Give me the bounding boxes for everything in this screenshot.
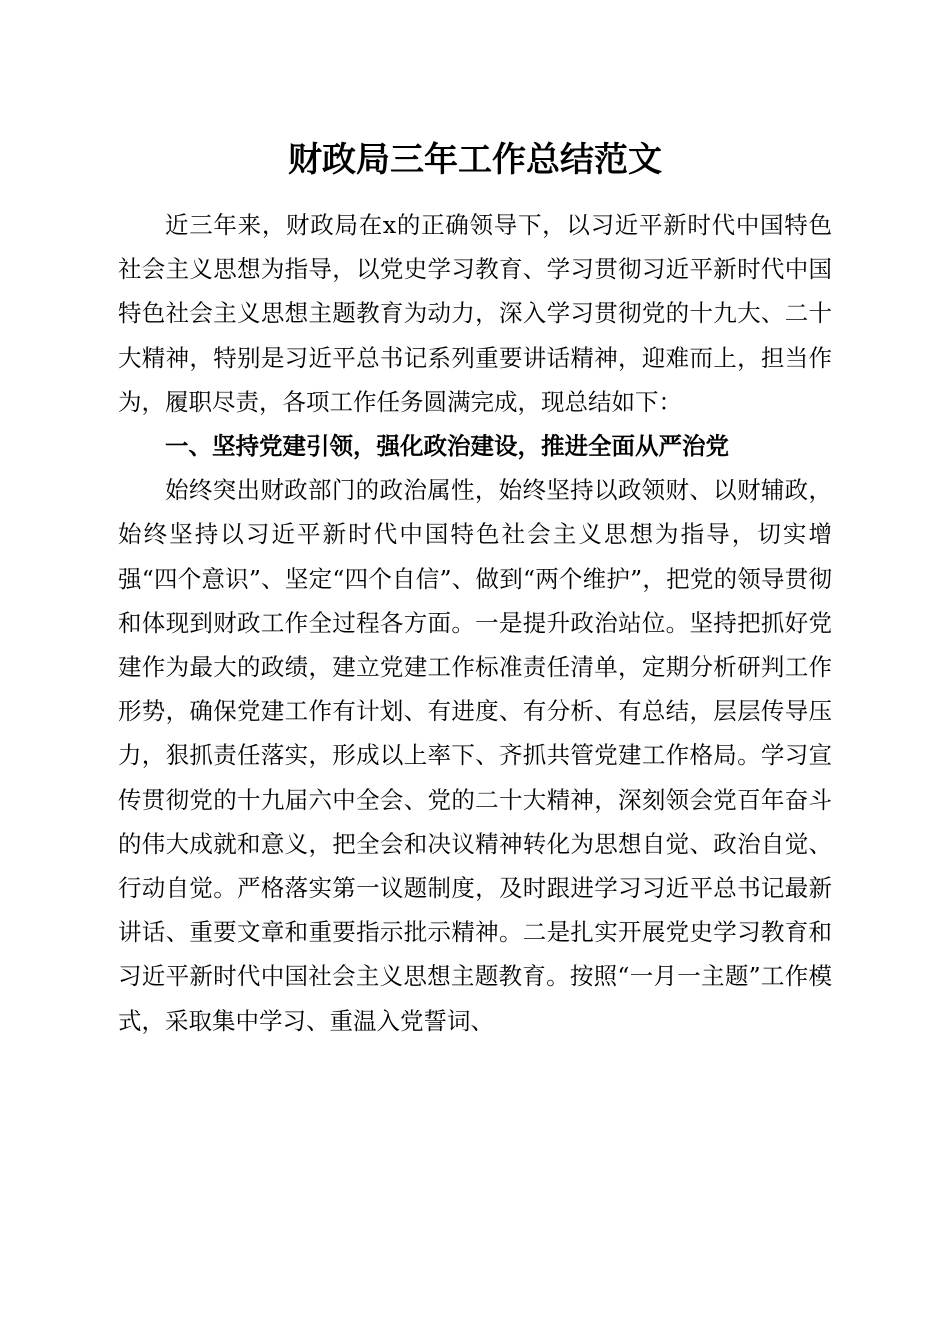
section-heading: 一、坚持党建引领，强化政治建设，推进全面从严治党 [165,432,729,461]
section-paragraph: 始终突出财政部门的政治属性，始终坚持以政领财、以财辅政，始终坚持以习近平新时代中国特色社会主义思想为指导，切实增强“四个意识”、坚定“四个自信”、做到“两个维护”，把党的领导贯彻和体现到财政工作全过程各方面。一是提升政治站位。坚持把抓好党建作为最大的政绩，建立党建工作标准责任清单，定期分析研判工作形势，确保党建工作有计划、有进度、有分析、有总结，层层传导压力，狠抓责任落实，形成以上率下、齐抓共管党建工作格局。学习宣传贯彻党的十九届六中全会、党的二十大精神，深刻领会党百年奋斗的伟大成就和意义，把全会和决议精神转化为思想自觉、政治自觉、行动自觉。严格落实第一议题制度，及时跟进学习习近平总书记最新讲话、重要文章和重要指示批示精神。二是扎实开展党史学习教育和习近平新时代中国社会主义思想主题教育。按照“一月一主题”工作模式，采取集中学习、重温入党誓词、 [118,476,832,1035]
intro-paragraph: 近三年来，财政局在x的正确领导下，以习近平新时代中国特色社会主义思想为指导，以党史学习教育、学习贯彻习近平新时代中国特色社会主义思想主题教育为动力，深入学习贯彻党的十九大、二十大精神，特别是习近平总书记系列重要讲话精神，迎难而上，担当作为，履职尽责，各项工作任务圆满完成，现总结如下： [118,211,832,416]
document-body [118,203,832,1043]
document-title: 财政局三年工作总结范文 [288,140,662,180]
